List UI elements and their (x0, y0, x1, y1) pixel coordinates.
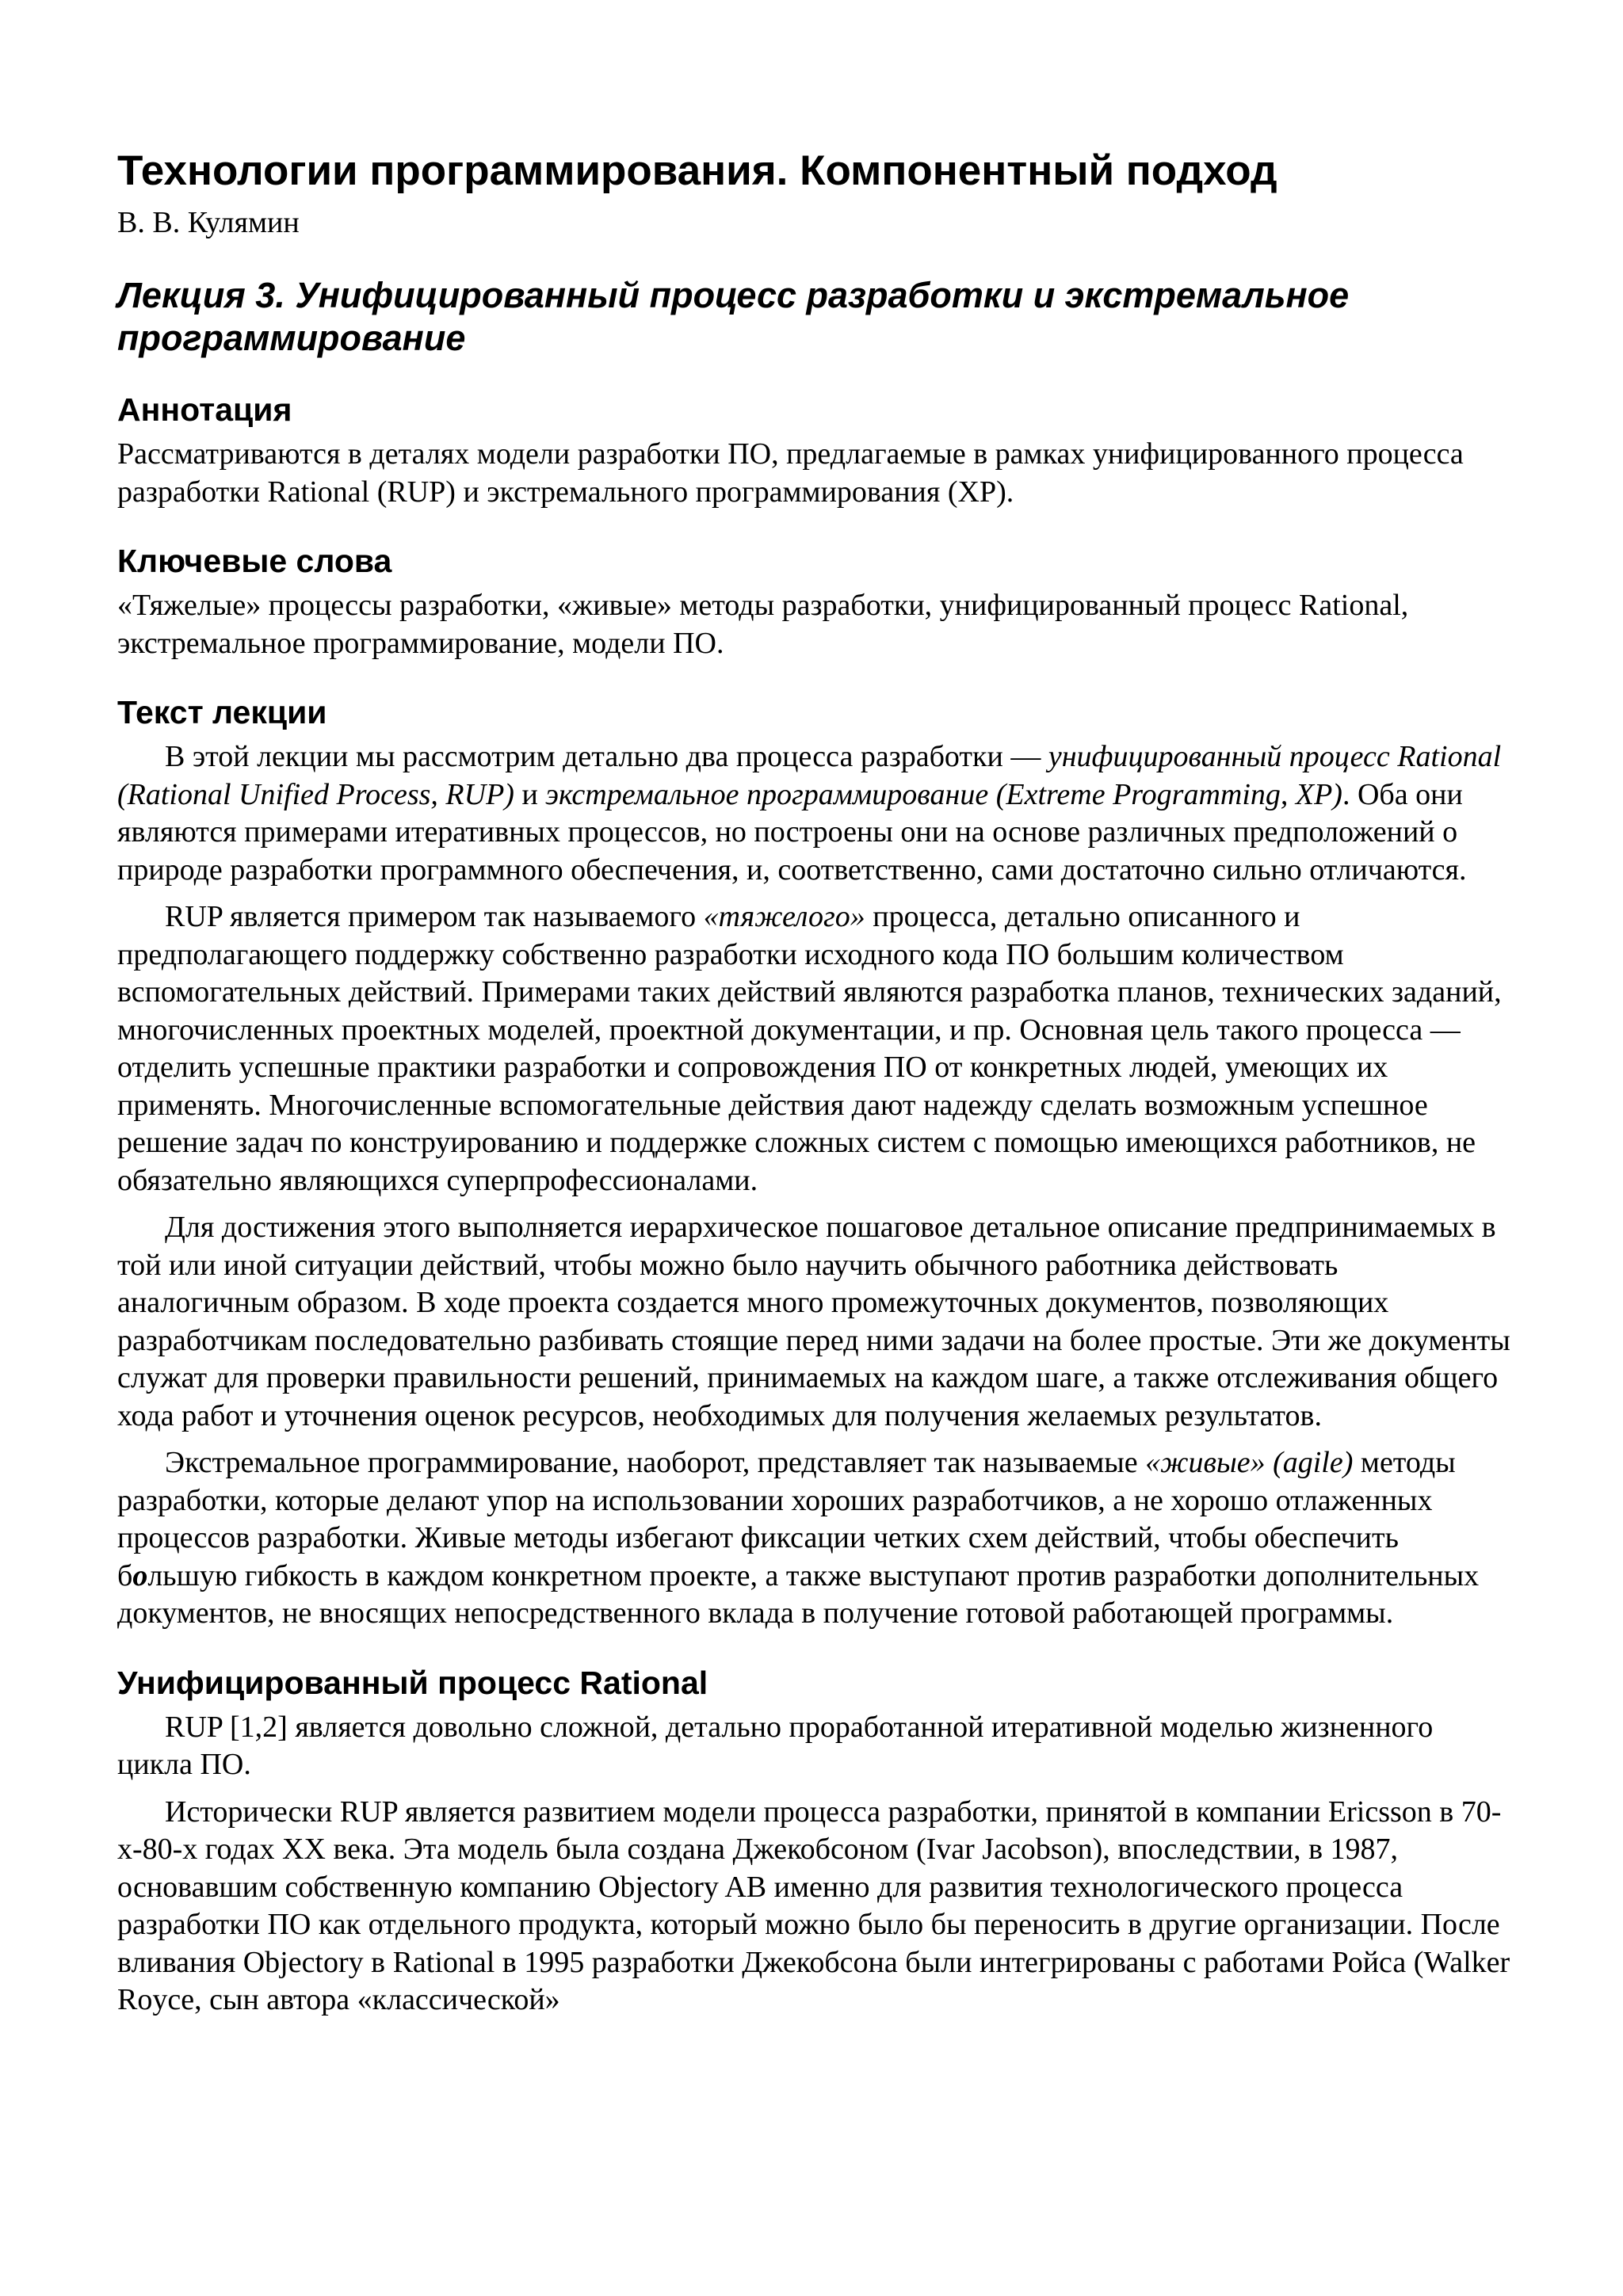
term-heavy: «тяжелого» (703, 900, 865, 933)
lecture-paragraph-2: RUP является примером так называемого «тяжелого» процесса, детально описанного и предполагающего поддержку собственно разработки исходного кода ПО большим количеством вспомогательных действий. Примерами таких действий являются разработка планов, технических заданий, многочисленных проектных моделей, проектной документации, и пр. Основная цель такого процесса — отделить успешные практики разработки и сопровождения ПО от конкретных людей, умеющих их применять. Многочисленные вспомогательные действия дают надежду сделать возможным успешное решение задач по конструированию и поддержке сложных систем с помощью имеющихся работников, не обязательно являющихся суперпрофессионалами. (117, 900, 1502, 1197)
author-name: В. В. Кулямин (117, 206, 300, 239)
lecture-title: Лекция 3. Унифицированный процесс разработки и экстремальное программирование (117, 275, 1350, 358)
document-page (117, 146, 1512, 2019)
annotation-heading: Аннотация (117, 391, 292, 428)
lecture-paragraph-3: Для достижения этого выполняется иерархическое пошаговое детальное описание предпринимаемых в той или иной ситуации действий, чтобы можно было научить обычного работника действовать аналогичным образом. В ходе проекта создается много промежуточных документов, позволяющих разработчикам последовательно разбивать стоящие перед ними задачи на более простые. Эти же документы служат для проверки правильности решений, принимаемых на каждом шаге, а также отслеживания общего хода работ и уточнения оценок ресурсов, необходимых для получения желаемых результатов. (117, 1211, 1510, 1432)
lecture-paragraph-1: В этой лекции мы рассмотрим детально два процесса разработки — унифицированный процесс Rational (Rational Unified Process, RUP) и экстремальное программирование (Extreme Programming, XP). Оба они являются примерами итеративных процессов, но построены они на основе различных предположений о природе разработки программного обеспечения, и, соответственно, сами достаточно сильно отличаются. (117, 740, 1502, 887)
term-agile: «живые» (agile) (1145, 1446, 1354, 1479)
keywords-heading: Ключевые слова (117, 543, 392, 579)
stressed-letter: о (132, 1558, 148, 1592)
rup-heading: Унифицированный процесс Rational (117, 1664, 708, 1701)
term-rup: унифицированный процесс Rational (Rational Unified Process, RUP) (117, 740, 1502, 811)
rup-paragraph-1: RUP [1,2] является довольно сложной, детально проработанной итеративной моделью жизненного цикла ПО. (117, 1710, 1434, 1781)
lecture-paragraph-4: Экстремальное программирование, наоборот, представляет так называемые «живые» (agile) методы разработки, которые делают упор на использовании хороших разработчиков, а не хорошо отлаженных процессов разработки. Живые методы избегают фиксации четких схем действий, чтобы обеспечить большую гибкость в каждом конкретном проекте, а также выступают против разработки дополнительных документов, не вносящих непосредственного вклада в получение готовой работающей программы. (117, 1446, 1480, 1630)
rup-paragraph-2: Исторически RUP является развитием модели процесса разработки, принятой в компании Ericsson в 70-х-80-х годах XX века. Эта модель была создана Джекобсоном (Ivar Jacobson), впоследствии, в 1987, основавшим собственную компанию Objectory AB именно для развития технологического процесса разработки ПО как отдельного продукта, который можно было бы переносить в другие организации. После вливания Objectory в Rational в 1995 разработки Джекобсона были интегрированы с работами Ройса (Walker Royce, сын автора «классической» (117, 1794, 1510, 2016)
annotation-text: Рассматриваются в деталях модели разработки ПО, предлагаемые в рамках унифицированного процесса разработки Rational (RUP) и экстремального программирования (XP). (117, 437, 1464, 509)
term-xp: экстремальное программирование (Extreme Programming, XP) (545, 777, 1342, 811)
lecture-text-heading: Текст лекции (117, 694, 327, 730)
keywords-text: «Тяжелые» процессы разработки, «живые» методы разработки, унифицированный процесс Rational, экстремальное программирование, модели ПО. (117, 589, 1409, 660)
document-title: Технологии программирования. Компонентный подход (117, 147, 1277, 194)
